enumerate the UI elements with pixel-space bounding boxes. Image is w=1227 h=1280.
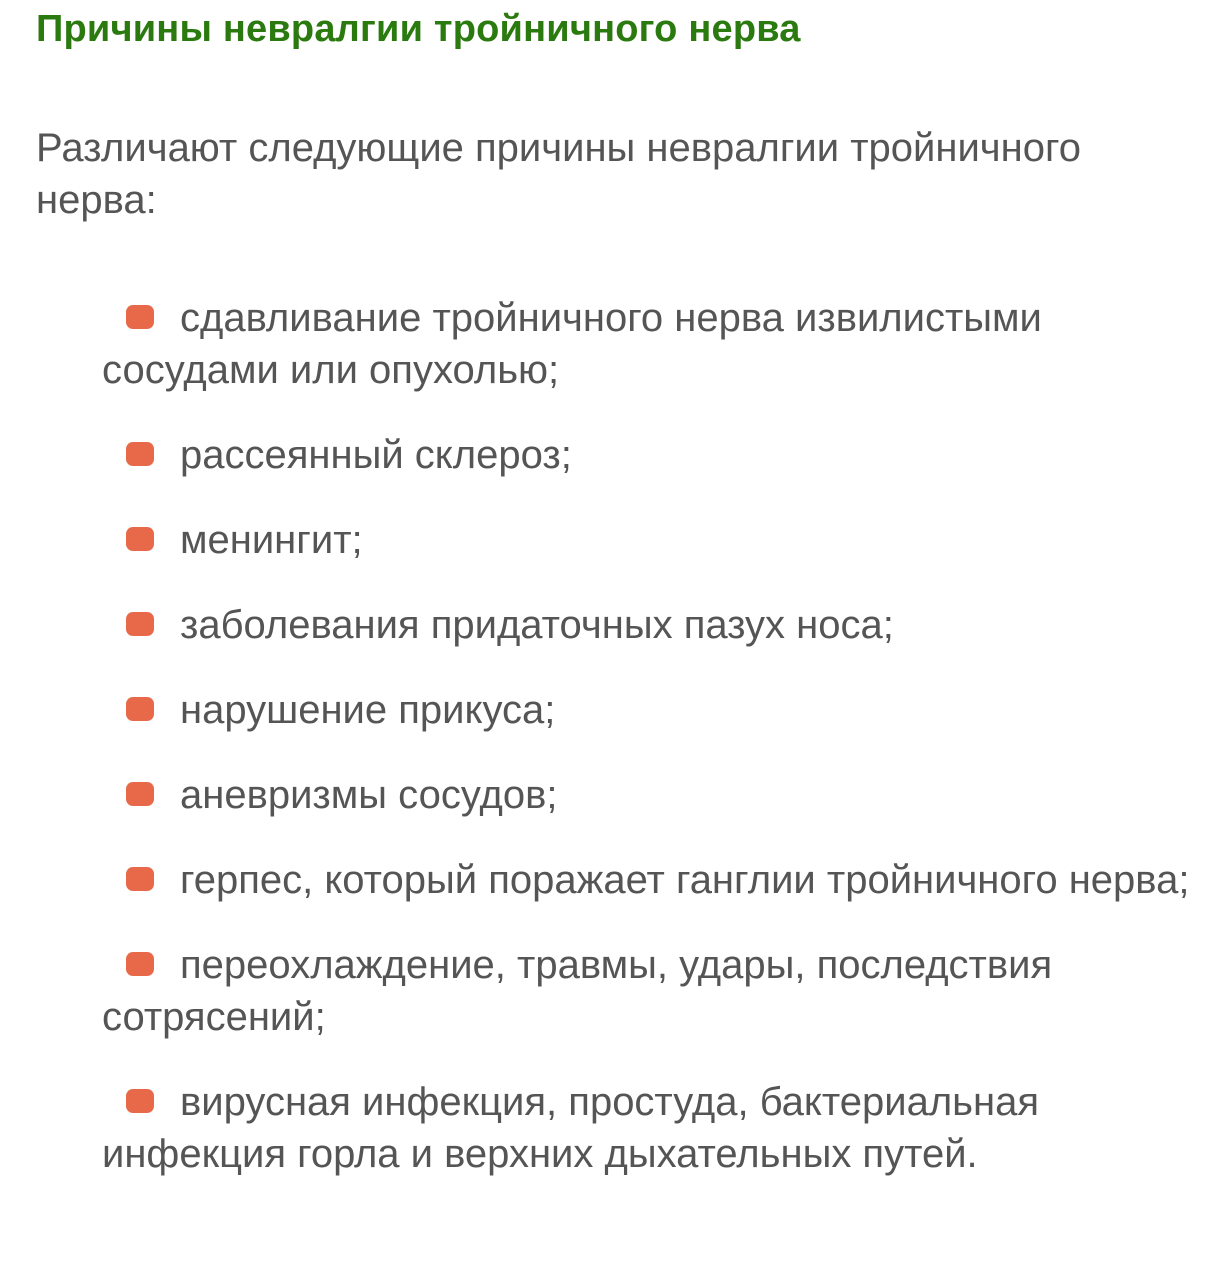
list-item — [102, 292, 1202, 396]
list-item-text: нарушение прикуса; — [180, 688, 556, 732]
list-item — [102, 429, 1202, 481]
list-item-text: переохлаждение, травмы, удары, последствия сотрясений; — [102, 943, 1053, 1039]
bullet-icon — [126, 305, 154, 329]
list-item-text: менингит; — [180, 518, 363, 562]
list-item — [102, 939, 1202, 1043]
intro-paragraph: Различают следующие причины невралгии тройничного нерва: — [36, 126, 1081, 222]
bullet-icon — [126, 612, 154, 636]
list-item — [102, 854, 1202, 906]
list-item-text: аневризмы сосудов; — [180, 773, 558, 817]
section-title: Причины невралгии тройничного нерва — [36, 8, 801, 50]
bullet-icon — [126, 867, 154, 891]
list-item-text: вирусная инфекция, простуда, бактериальная инфекция горла и верхних дыхательных путей. — [102, 1080, 1040, 1176]
list-item-text: заболевания придаточных пазух носа; — [180, 603, 894, 647]
list-item — [102, 599, 1202, 651]
bullet-icon — [126, 697, 154, 721]
list-item — [102, 514, 1202, 566]
list-item — [102, 769, 1202, 821]
bullet-icon — [126, 527, 154, 551]
bullet-icon — [126, 952, 154, 976]
bullet-icon — [126, 442, 154, 466]
list-item-text: рассеянный склероз; — [180, 433, 572, 477]
list-item-text: сдавливание тройничного нерва извилистыми сосудами или опухолью; — [102, 296, 1042, 392]
list-item-text: герпес, который поражает ганглии тройничного нерва; — [180, 858, 1190, 902]
bullet-icon — [126, 1089, 154, 1113]
list-item — [102, 684, 1202, 736]
list-item — [102, 1076, 1202, 1180]
bullet-icon — [126, 782, 154, 806]
causes-list — [102, 292, 1202, 1213]
